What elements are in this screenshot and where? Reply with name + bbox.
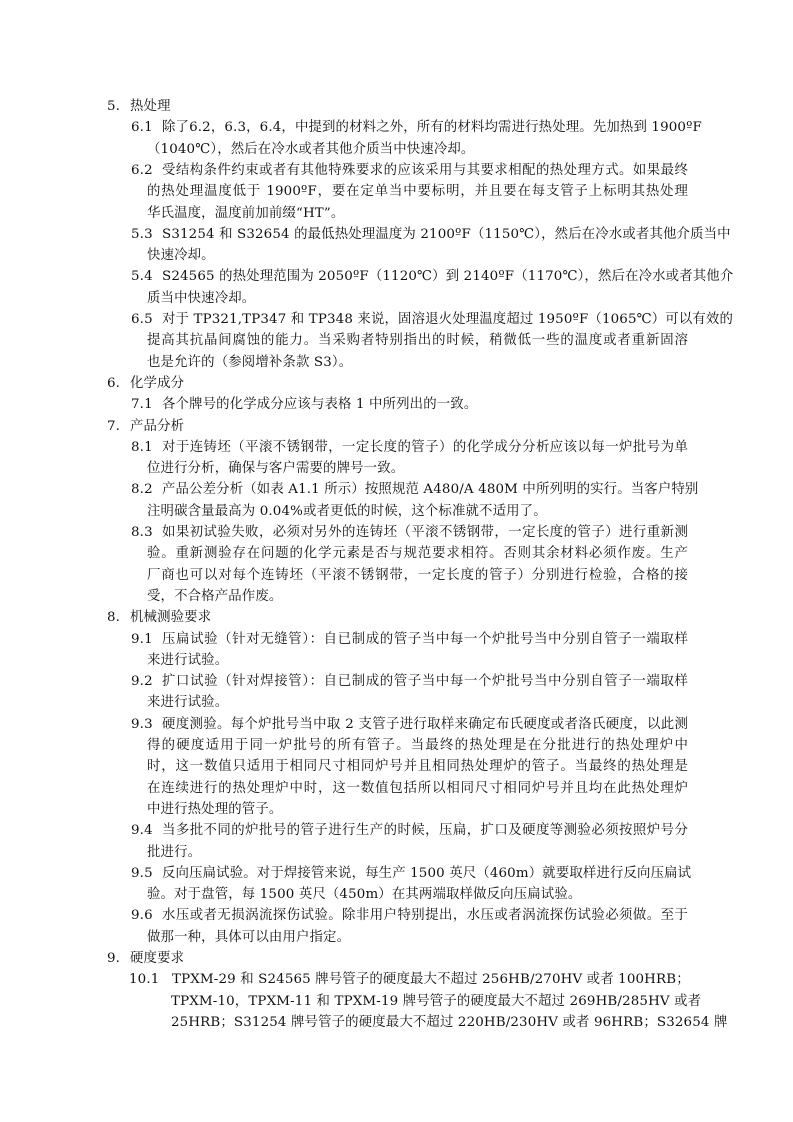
clause-continuation-line — [0, 139, 793, 161]
section-title: 热处理 — [130, 99, 171, 114]
clause-first-line — [0, 224, 793, 246]
clause-continuation-line — [0, 181, 793, 203]
clause-number: 9.4 — [131, 823, 153, 839]
clause-number: 9.5 — [131, 865, 153, 881]
section-heading-line — [0, 607, 793, 629]
clause-number: 9.2 — [131, 674, 153, 690]
clause-text: 做那一种，具体可以由用户指定。 — [147, 929, 351, 945]
section-number: 5. — [107, 99, 121, 114]
section-title: 化学成分 — [130, 375, 185, 391]
clause-first-line — [0, 522, 793, 544]
clause-continuation-line — [0, 650, 793, 672]
clause-number: 10.1 — [129, 972, 160, 988]
clause-number: 8.3 — [131, 525, 153, 540]
clause-text: 快速冷却。 — [147, 248, 215, 264]
clause-number: 9.1 — [131, 631, 153, 647]
clause-continuation-line — [0, 1012, 793, 1034]
clause-first-line — [0, 479, 793, 501]
section-number: 8. — [107, 610, 121, 626]
clause-text: 受结构条件约束或者有其他特殊要求的应该采用与其要求相配的热处理方式。如果最终 — [162, 162, 688, 178]
clause-continuation-line — [0, 245, 793, 267]
clause-continuation-line — [0, 778, 793, 800]
clause-continuation-line — [0, 330, 793, 352]
clause-first-line — [0, 629, 793, 651]
clause-text: 的热处理温度低于 1900ºF，要在定单当中要标明，并且要在每支管子上标明其热处理 — [147, 184, 688, 200]
section-title: 硬度要求 — [130, 951, 185, 966]
section-title: 产品分析 — [130, 418, 185, 434]
clause-continuation-line — [0, 756, 793, 778]
clause-first-line — [0, 117, 793, 139]
clause-number: 6.1 — [131, 120, 153, 136]
clause-first-line — [0, 671, 793, 693]
clause-continuation-line — [0, 501, 793, 523]
clause-first-line — [0, 394, 793, 416]
clause-text: 来进行试验。 — [147, 695, 229, 711]
clause-first-line — [0, 714, 793, 736]
clause-continuation-line — [0, 692, 793, 714]
clause-text: 在连续进行的热处理炉中时，这一数值包括所以相同尺寸相同炉号并且均在此热处理炉 — [147, 780, 688, 796]
clause-text: 中进行热处理的管子。 — [147, 801, 283, 817]
clause-text: 各个牌号的化学成分应该与表格 1 中所列出的一致。 — [162, 397, 478, 413]
clause-text: （1040℃），然后在冷水或者其他介质当中快速冷却。 — [147, 141, 475, 157]
clause-text: 厂商也可以对每个连铸坯（平滚不锈钢带，一定长度的管子）分别进行检验，合格的接 — [147, 567, 688, 583]
clause-continuation-line — [0, 842, 793, 864]
clause-text: 对于 TP321,TP347 和 TP348 来说，固溶退火处理温度超过 1950ºF（1065℃）可以有效的 — [162, 312, 733, 327]
clause-text: S24565 的热处理范围为 2050ºF（1120℃）到 2140ºF（1170℃），然后在冷水或者其他介 — [162, 269, 734, 285]
clause-first-line — [0, 863, 793, 885]
clause-first-line — [0, 266, 793, 288]
clause-first-line — [0, 309, 793, 331]
clause-text: 批进行。 — [147, 844, 202, 860]
clause-continuation-line — [0, 565, 793, 587]
clause-text: 受，不合格产品作废。 — [147, 588, 283, 604]
clause-text: S31254 和 S32654 的最低热处理温度为 2100ºF（1150℃），然后在冷水或者其他介质当中 — [162, 226, 731, 242]
clause-continuation-line — [0, 352, 793, 374]
clause-continuation-line — [0, 203, 793, 225]
section-heading-line — [0, 373, 793, 395]
section-title: 机械测验要求 — [130, 610, 212, 626]
clause-continuation-line — [0, 799, 793, 821]
clause-text: 提高其抗晶间腐蚀的能力。当采购者特别指出的时候，稍微低一些的温度或者重新固溶 — [147, 333, 688, 349]
clause-text: 验。重新测验存在问题的化学元素是否与规范要求相符。否则其余材料必须作废。生产 — [147, 546, 688, 562]
clause-text: 反向压扁试验。对于焊接管来说，每生产 1500 英尺（460m）就要取样进行反向压扁试 — [162, 865, 692, 881]
section-heading-line — [0, 948, 793, 970]
clause-text: 对于连铸坯（平滚不锈钢带，一定长度的管子）的化学成分分析应该以每一炉批号为单 — [162, 439, 688, 455]
clause-text: 注明碳含量最高为 0.04%或者更低的时候，这个标准就不适用了。 — [147, 503, 547, 519]
clause-first-line — [0, 969, 793, 991]
clause-text: 当多批不同的炉批号的管子进行生产的时候，压扁，扩口及硬度等测验必须按照炉号分 — [162, 823, 688, 839]
clause-continuation-line — [0, 458, 793, 480]
clause-text: 时，这一数值只适用于相同尺寸相同炉号并且相同热处理炉的管子。当最终的热处理是 — [147, 759, 688, 775]
clause-text: TPXM-10，TPXM-11 和 TPXM-19 牌号管子的硬度最大不超过 269HB/285HV 或者 — [171, 993, 702, 1009]
clause-text: 扩口试验（针对焊接管）：自已制成的管子当中每一个炉批号当中分别自管子一端取样 — [162, 674, 688, 690]
clause-text: 压扁试验（针对无缝管）：自已制成的管子当中每一个炉批号当中分别自管子一端取样 — [162, 631, 688, 647]
clause-number: 6.2 — [131, 162, 153, 178]
clause-number: 8.1 — [131, 439, 153, 455]
clause-text: 如果初试验失败，必须对另外的连铸坯（平滚不锈钢带，一定长度的管子）进行重新测 — [162, 525, 688, 540]
clause-text: 来进行试验。 — [147, 652, 229, 668]
section-heading-line — [0, 416, 793, 438]
clause-text: 25HRB；S31254 牌号管子的硬度最大不超过 220HB/230HV 或者 96HRB；S32654 牌 — [171, 1014, 728, 1030]
clause-continuation-line — [0, 991, 793, 1013]
section-number: 7. — [107, 418, 121, 434]
clause-number: 5.3 — [131, 226, 153, 242]
section-number: 6. — [107, 375, 121, 391]
clause-text: 也是允许的（参阅增补条款 S3）。 — [147, 354, 353, 370]
clause-number: 8.2 — [131, 482, 153, 498]
clause-continuation-line — [0, 927, 793, 949]
clause-text: 除了6.2，6.3，6.4，中提到的材料之外，所有的材料均需进行热处理。先加热到 1900ºF — [162, 120, 702, 136]
clause-text: 质当中快速冷却。 — [147, 290, 256, 306]
clause-number: 9.6 — [131, 908, 153, 924]
clause-continuation-line — [0, 543, 793, 565]
clause-first-line — [0, 160, 793, 182]
clause-text: 验。对于盘管，每 1500 英尺（450m）在其两端取样做反向压扁试验。 — [147, 887, 582, 903]
clause-first-line — [0, 437, 793, 459]
clause-text: TPXM-29 和 S24565 牌号管子的硬度最大不超过 256HB/270HV 或者 100HRB； — [172, 972, 690, 988]
section-heading-line — [0, 96, 793, 118]
clause-text: 得的硬度适用于同一炉批号的所有管子。当最终的热处理是在分批进行的热处理炉中 — [147, 738, 688, 753]
clause-number: 7.1 — [131, 397, 153, 413]
clause-first-line — [0, 820, 793, 842]
clause-text: 水压或者无损涡流探伤试验。除非用户特别提出，水压或者涡流探伤试验必须做。至于 — [162, 908, 688, 924]
clause-text: 硬度测验。每个炉批号当中取 2 支管子进行取样来确定布氏硬度或者洛氏硬度，以此测 — [162, 716, 688, 732]
clause-continuation-line — [0, 735, 793, 757]
section-number: 9. — [107, 951, 121, 966]
clause-text: 产品公差分析（如表 A1.1 所示）按照规范 A480/A 480M 中所列明的实行。当客户特别 — [162, 482, 699, 498]
clause-number: 9.3 — [131, 716, 153, 732]
clause-text: 华氏温度，温度前加前缀“HT”。 — [147, 205, 345, 221]
clause-continuation-line — [0, 884, 793, 906]
clause-continuation-line — [0, 586, 793, 608]
clause-text: 位进行分析，确保与客户需要的牌号一致。 — [147, 461, 405, 477]
clause-number: 5.4 — [131, 269, 153, 285]
clause-first-line — [0, 905, 793, 927]
clause-number: 6.5 — [131, 312, 153, 327]
clause-continuation-line — [0, 288, 793, 310]
